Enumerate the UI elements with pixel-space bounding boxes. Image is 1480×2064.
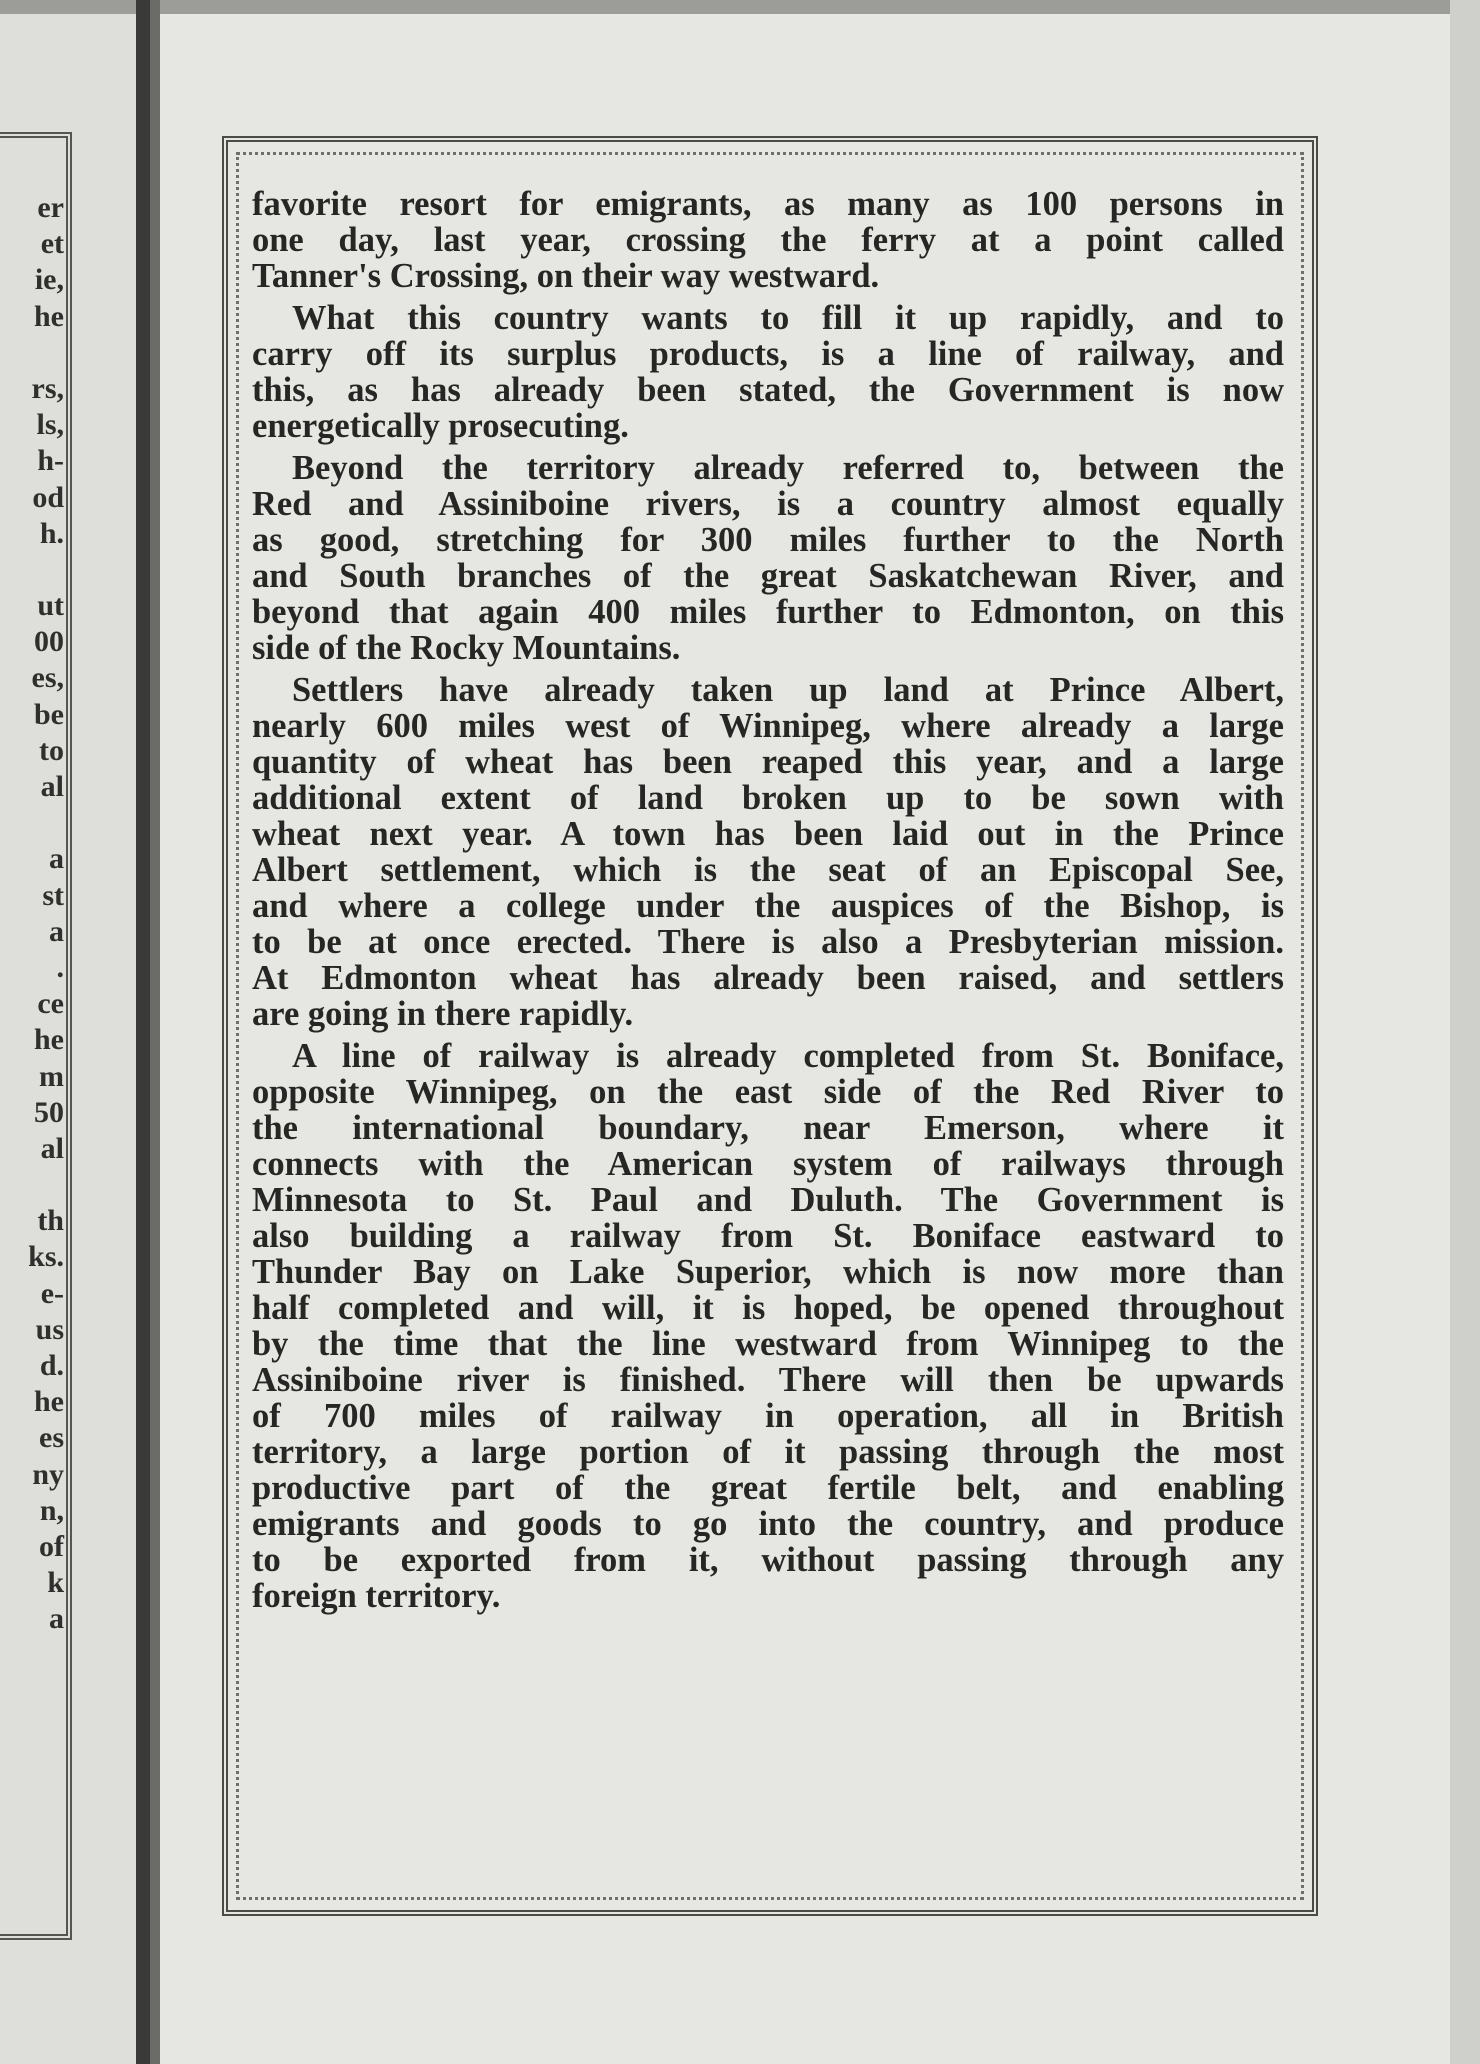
paragraph-line: of 700 miles of railway in operation, all in British <box>252 1397 1284 1435</box>
left-fragment-line: h. <box>39 516 64 550</box>
paragraph-line: energetically prosecuting. <box>252 407 629 445</box>
paragraph-line: this, as has already been stated, the Government is now <box>252 371 1284 409</box>
left-fragment-line: ls, <box>36 408 64 442</box>
paragraph-line: A line of railway is already completed from St. Boniface, <box>292 1037 1284 1075</box>
paragraph-line: are going in there rapidly. <box>252 995 634 1033</box>
left-column-text <box>0 190 64 1638</box>
paragraph-line: beyond that again 400 miles further to Edmonton, on this <box>252 593 1284 631</box>
paragraph-line: the international boundary, near Emerson, where it <box>252 1109 1284 1147</box>
paragraph-line: as good, stretching for 300 miles further to the North <box>252 521 1284 559</box>
paragraph-line: additional extent of land broken up to be sown with <box>252 779 1284 817</box>
scan-right-edge <box>1450 0 1480 2064</box>
left-fragment-line: h- <box>37 444 64 478</box>
left-fragment-line: ks. <box>28 1240 64 1274</box>
article-paragraph <box>252 186 1284 294</box>
paragraph-line: by the time that the line westward from Winnipeg to the <box>252 1325 1284 1363</box>
paragraph-line: one day, last year, crossing the ferry at a point called <box>252 221 1284 259</box>
left-fragment-line: he <box>34 299 64 333</box>
paragraph-line: and South branches of the great Saskatchewan River, and <box>252 557 1284 595</box>
left-fragment-line: rs, <box>31 371 64 405</box>
left-fragment-line <box>0 335 64 371</box>
left-fragment-line: et <box>40 227 64 261</box>
left-fragment-line: al <box>40 770 64 803</box>
left-fragment-line: k <box>47 1566 64 1600</box>
left-fragment-line: m <box>39 1059 64 1093</box>
left-fragment-line: es, <box>31 661 64 695</box>
left-fragment-line: st <box>42 878 64 912</box>
left-fragment-line: a <box>49 842 64 876</box>
left-fragment-line: ce <box>37 987 64 1021</box>
page-binding-edge <box>150 0 160 2064</box>
paragraph-line: to be exported from it, without passing through any <box>252 1541 1284 1579</box>
paragraph-line: foreign territory. <box>252 1577 501 1615</box>
left-fragment-line: th <box>37 1204 64 1238</box>
article-paragraph <box>252 1038 1284 1614</box>
left-fragment-line <box>0 805 64 841</box>
paragraph-line: Minnesota to St. Paul and Duluth. The Government is <box>252 1181 1284 1219</box>
paragraph-line: Assiniboine river is finished. There will then be upwards <box>252 1361 1284 1399</box>
left-fragment-line: a <box>49 914 64 948</box>
left-fragment-line: e- <box>40 1276 64 1310</box>
left-fragment-line <box>0 552 64 588</box>
paragraph-line: Beyond the territory already referred to, between the <box>292 449 1284 487</box>
left-fragment-line: es <box>39 1421 64 1455</box>
left-fragment-line: 50 <box>34 1095 64 1129</box>
paragraph-line: emigrants and goods to go into the country, and produce <box>252 1505 1284 1543</box>
left-fragment-line: of <box>39 1529 64 1563</box>
left-fragment-line: ut <box>37 589 64 623</box>
page-binding-shadow <box>136 0 150 2064</box>
article-paragraph <box>252 450 1284 666</box>
paragraph-line: carry off its surplus products, is a line of railway, and <box>252 335 1284 373</box>
paragraph-line: also building a railway from St. Boniface eastward to <box>252 1217 1284 1255</box>
paragraph-line: What this country wants to fill it up rapidly, and to <box>292 299 1284 337</box>
paragraph-line: Red and Assiniboine rivers, is a country almost equally <box>252 485 1284 523</box>
left-fragment-line: ny <box>32 1457 64 1491</box>
left-fragment-line: he <box>34 1385 64 1419</box>
scan-top-edge <box>0 0 1480 14</box>
paragraph-line: productive part of the great fertile belt, and enabling <box>252 1469 1284 1507</box>
paragraph-line: connects with the American system of railways through <box>252 1145 1284 1183</box>
paragraph-line: territory, a large portion of it passing through the most <box>252 1433 1284 1471</box>
left-fragment-line: us <box>35 1312 64 1346</box>
article-paragraph <box>252 300 1284 444</box>
left-fragment-line: od <box>32 480 64 514</box>
paragraph-line: nearly 600 miles west of Winnipeg, where already a large <box>252 707 1284 745</box>
left-fragment-line: . <box>56 950 64 984</box>
article-paragraph <box>252 672 1284 1032</box>
paragraph-line: opposite Winnipeg, on the east side of the Red River to <box>252 1073 1284 1111</box>
left-fragment-line: he <box>34 1023 64 1057</box>
left-fragment-line: 00 <box>34 625 64 659</box>
article-body <box>252 186 1284 1620</box>
paragraph-line: Settlers have already taken up land at Prince Albert, <box>292 671 1284 709</box>
paragraph-line: to be at once erected. There is also a Presbyterian mission. <box>252 923 1284 961</box>
paragraph-line: Tanner's Crossing, on their way westward. <box>252 257 880 295</box>
paragraph-line: wheat next year. A town has been laid out in the Prince <box>252 815 1284 853</box>
paragraph-line: Albert settlement, which is the seat of an Episcopal See, <box>252 851 1284 889</box>
left-fragment-line: be <box>34 697 64 731</box>
paragraph-line: half completed and will, it is hoped, be opened throughout <box>252 1289 1284 1327</box>
left-page-fragment <box>0 14 136 2064</box>
paragraph-line: quantity of wheat has been reaped this year, and a large <box>252 743 1284 781</box>
left-fragment-line: d. <box>39 1349 64 1382</box>
paragraph-line: At Edmonton wheat has already been raised, and settlers <box>252 959 1284 997</box>
left-fragment-line: al <box>40 1131 64 1165</box>
left-fragment-line: er <box>37 191 64 224</box>
paragraph-line: and where a college under the auspices of the Bishop, is <box>252 887 1284 925</box>
left-fragment-line <box>0 1167 64 1203</box>
paragraph-line: side of the Rocky Mountains. <box>252 629 681 667</box>
paragraph-line: favorite resort for emigrants, as many as 100 persons in <box>252 185 1284 223</box>
left-fragment-line: a <box>49 1602 64 1636</box>
left-fragment-line: n, <box>39 1493 64 1527</box>
paragraph-line: Thunder Bay on Lake Superior, which is now more than <box>252 1253 1284 1291</box>
left-fragment-line: to <box>39 733 64 767</box>
left-fragment-line: ie, <box>34 263 64 297</box>
